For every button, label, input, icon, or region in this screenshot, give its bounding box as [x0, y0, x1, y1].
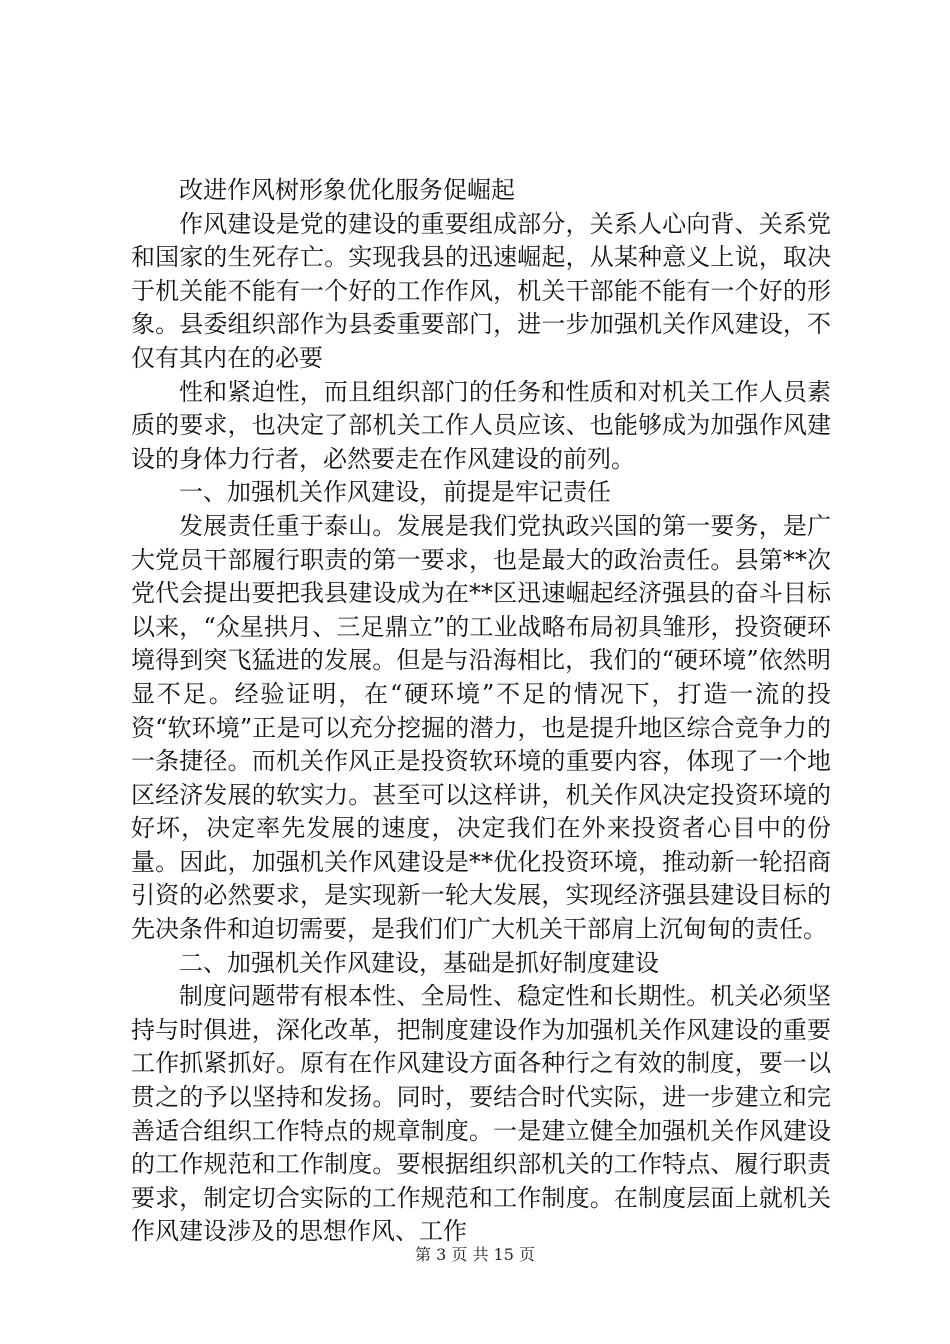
- section-heading-2: 二、加强机关作风建设，基础是抓好制度建设: [179, 948, 659, 977]
- page-number-footer: 第 3 页 共 15 页: [415, 1245, 535, 1264]
- document-title: 改进作风树形象优化服务促崛起: [179, 176, 515, 204]
- paragraph-section-2: 制度问题带有根本性、全局性、稳定性和长期性。机关必须坚持与时俱进，深化改革，把制度建设作为加强机关作风建设的重要工作抓紧抓好。原有在作风建设方面各种行之有效的制度，要一以贯之的予以坚持和发扬。同时，要结合时代实际，进一步建立和完善适合组织工作特点的规章制度。一是建立健全加强机关作风建设的工作规范和工作制度。要根据组织部机关的工作特点、履行职责要求，制定切合实际的工作规范和工作制度。在制度层面上就机关作风建设涉及的思想作风、工作: [131, 982, 831, 1246]
- section-heading-1: 一、加强机关作风建设，前提是牢记责任: [179, 478, 611, 507]
- paragraph-intro-continued: 性和紧迫性，而且组织部门的任务和性质和对机关工作人员素质的要求，也决定了部机关工作人员应该、也能够成为加强作风建设的身体力行者，必然要走在作风建设的前列。: [131, 377, 831, 473]
- document-body: [131, 174, 831, 1249]
- paragraph-intro: 作风建设是党的建设的重要组成部分，关系人心向背、关系党和国家的生死存亡。实现我县的迅速崛起，从某种意义上说，取决于机关能不能有一个好的工作作风，机关干部能不能有一个好的形象。县委组织部作为县委重要部门，进一步加强机关作风建设，不仅有其内在的必要: [131, 209, 831, 372]
- paragraph-section-1: 发展责任重于泰山。发展是我们党执政兴国的第一要务，是广大党员干部履行职责的第一要求，也是最大的政治责任。县第**次党代会提出要把我县建设成为在**区迅速崛起经济强县的奋斗目标以来，“众星拱月、三足鼎立”的工业战略布局初具雏形，投资硬环境得到突飞猛进的发展。但是与沿海相比，我们的“硬环境”依然明显不足。经验证明，在“硬环境”不足的情况下，打造一流的投资“软环境”正是可以充分挖掘的潜力，也是提升地区综合竞争力的一条捷径。而机关作风正是投资软环境的重要内容，体现了一个地区经济发展的软实力。甚至可以这样讲，机关作风决定投资环境的好坏，决定率先发展的速度，决定我们在外来投资者心目中的份量。因此，加强机关作风建设是**优化投资环境，推动新一轮招商引资的必然要求，是实现新一轮大发展，实现经济强县建设目标的先决条件和迫切需要，是我们们广大机关干部肩上沉甸甸的责任。: [131, 511, 831, 944]
